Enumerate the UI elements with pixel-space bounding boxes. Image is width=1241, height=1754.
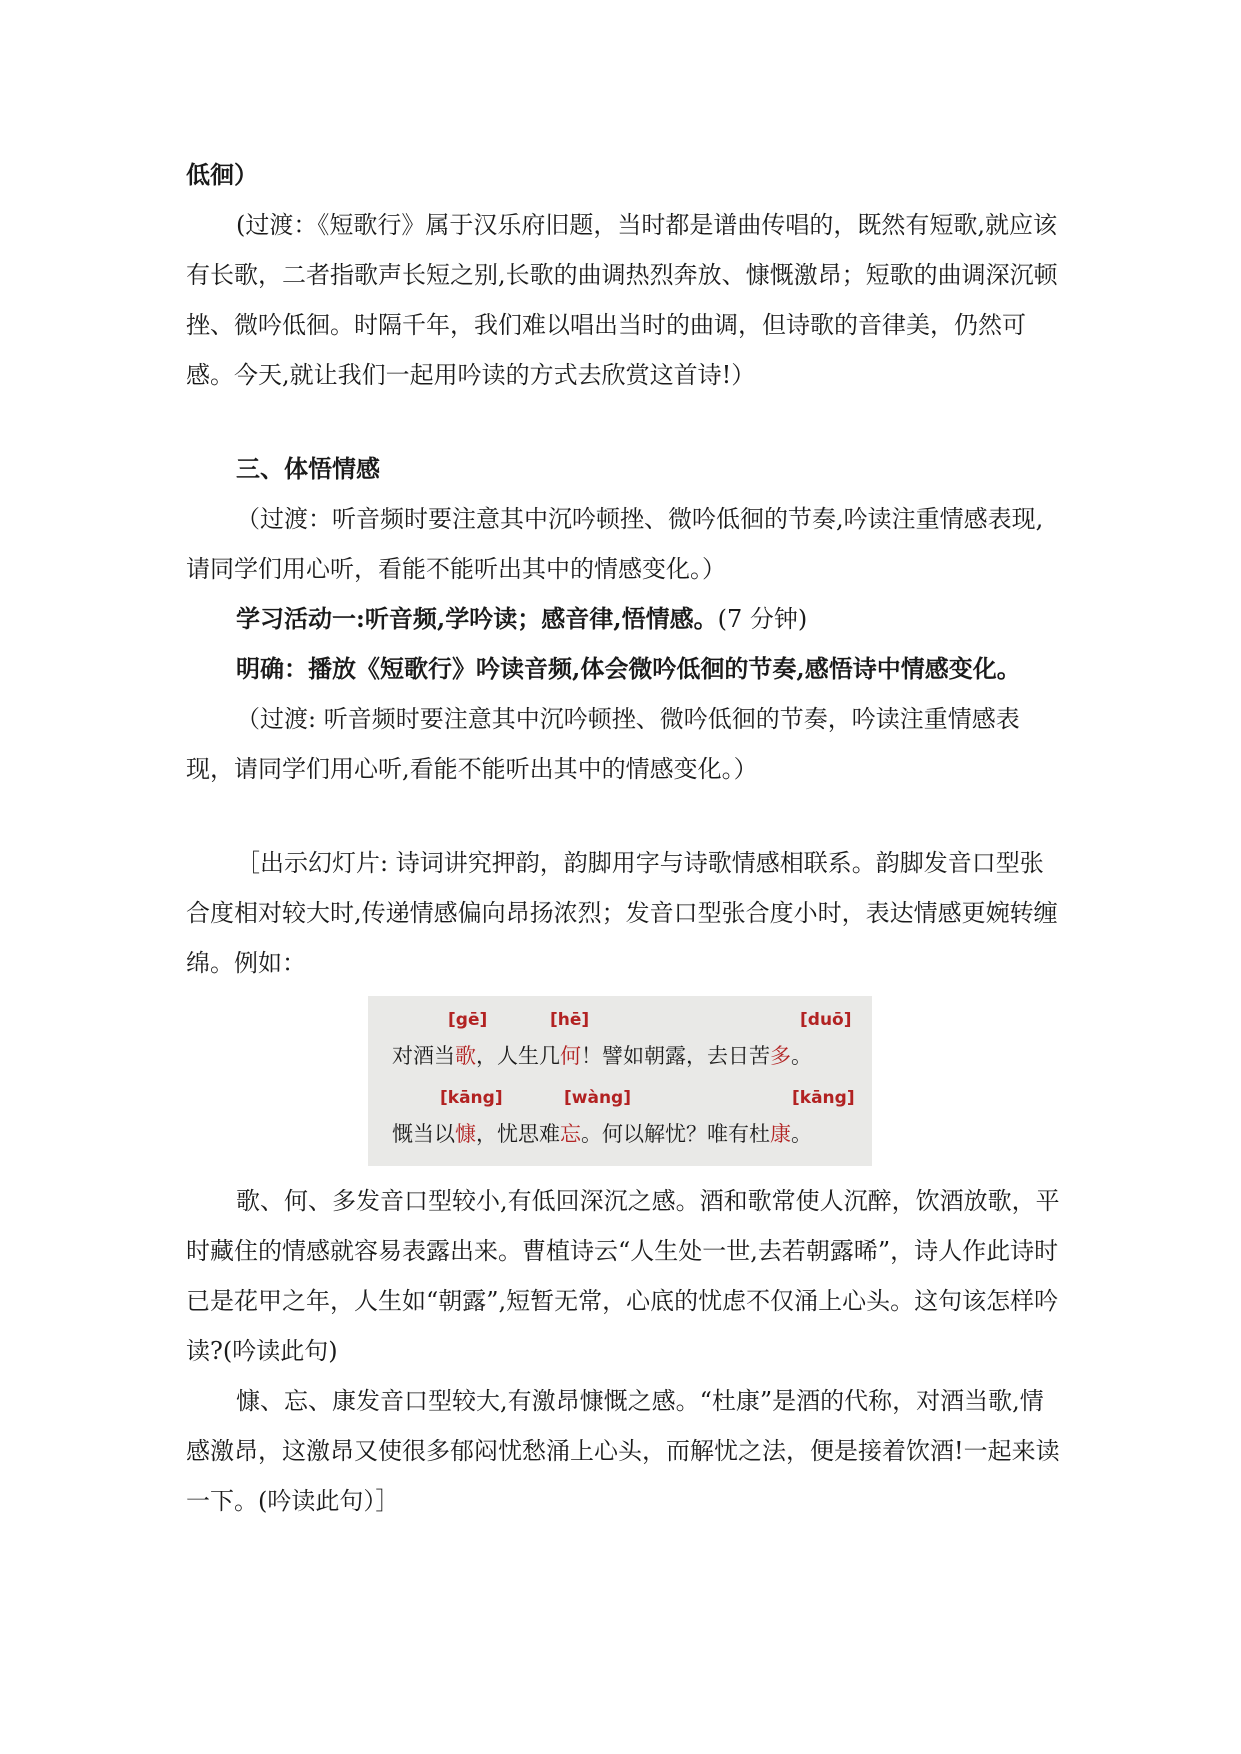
pinyin-kang-1: [kāng] — [440, 1088, 503, 1108]
poem-text-1 — [392, 1040, 812, 1070]
poem-line-1 — [392, 1010, 852, 1080]
rhyme-char: 慷 — [455, 1122, 476, 1146]
rhyme-char: 康 — [770, 1122, 791, 1146]
paragraph-transition-2: （过渡：听音频时要注意其中沉吟顿挫、微吟低徊的节奏,吟读注重情感表现,请同学们用心听，看能不能听出其中的情感变化。） — [186, 505, 1044, 583]
activity-title: 学习活动一:听音频,学吟读；感音律,悟情感。 — [236, 604, 718, 633]
poem-text-2 — [392, 1118, 812, 1148]
section-heading: 三、体悟情感 — [236, 454, 380, 483]
poem-segment: 对酒当 — [392, 1044, 455, 1068]
poem-segment: ，忧思难 — [476, 1122, 560, 1146]
poem-figure — [368, 996, 872, 1166]
poem-segment: ，人生几 — [476, 1044, 560, 1068]
rhyme-char: 多 — [770, 1044, 791, 1068]
poem-segment: 。 — [791, 1122, 812, 1146]
poem-segment: 。 — [791, 1044, 812, 1068]
pinyin-he: [hē] — [550, 1010, 590, 1030]
paragraph-analysis-2: 慷、忘、康发音口型较大,有激昂慷慨之感。“杜康”是酒的代称，对酒当歌,情感激昂，这激昂又使很多郁闷忧愁涌上心头，而解忧之法，便是接着饮酒!一起来读一下。(吟读此句）］ — [186, 1387, 1060, 1515]
paragraph-analysis-1: 歌、何、多发音口型较小,有低回深沉之感。酒和歌常使人沉醉，饮酒放歌，平时藏住的情感就容易表露出来。曹植诗云“人生处一世,去若朝露晞”，诗人作此诗时已是花甲之年，人生如“朝露”,短暂无常，心底的忧虑不仅涌上心头。这句该怎样吟读?(吟读此句) — [186, 1187, 1060, 1365]
poem-segment: 慨当以 — [392, 1122, 455, 1146]
paragraph-continuation: 低徊） — [186, 160, 258, 189]
pinyin-ge: [gē] — [448, 1010, 488, 1030]
pinyin-kang-2: [kāng] — [792, 1088, 855, 1108]
document-body — [186, 150, 1062, 1526]
activity-time: (7 分钟) — [717, 605, 808, 633]
poem-line-2 — [392, 1088, 855, 1158]
rhyme-char: 忘 — [560, 1122, 581, 1146]
activity-line — [186, 594, 1062, 644]
poem-segment: 。何以解忧？唯有杜 — [581, 1122, 770, 1146]
rhyme-char: 何 — [560, 1044, 581, 1068]
clarify-line: 明确：播放《短歌行》吟读音频,体会微吟低徊的节奏,感悟诗中情感变化。 — [236, 654, 1021, 683]
paragraph-transition-3: （过渡: 听音频时要注意其中沉吟顿挫、微吟低徊的节奏，吟读注重情感表现，请同学们用心听,看能不能听出其中的情感变化。） — [186, 705, 1020, 783]
paragraph-slide-intro: ［出示幻灯片: 诗词讲究押韵，韵脚用字与诗歌情感相联系。韵脚发音口型张合度相对较大时,传递情感偏向昂扬浓烈；发音口型张合度小时，表达情感更婉转缠绵。例如： — [186, 849, 1058, 977]
pinyin-duo: [duō] — [800, 1010, 852, 1030]
paragraph-transition-1: (过渡：《短歌行》属于汉乐府旧题，当时都是谱曲传唱的，既然有短歌,就应该有长歌，二者指歌声长短之别,长歌的曲调热烈奔放、慷慨激昂；短歌的曲调深沉顿挫、微吟低徊。时隔千年，我们难以唱出当时的曲调，但诗歌的音律美，仍然可感。今天,就让我们一起用吟读的方式去欣赏这首诗!） — [186, 211, 1058, 389]
pinyin-wang: [wàng] — [564, 1088, 631, 1108]
poem-segment: ！譬如朝露，去日苦 — [581, 1044, 770, 1068]
rhyme-char: 歌 — [455, 1044, 476, 1068]
